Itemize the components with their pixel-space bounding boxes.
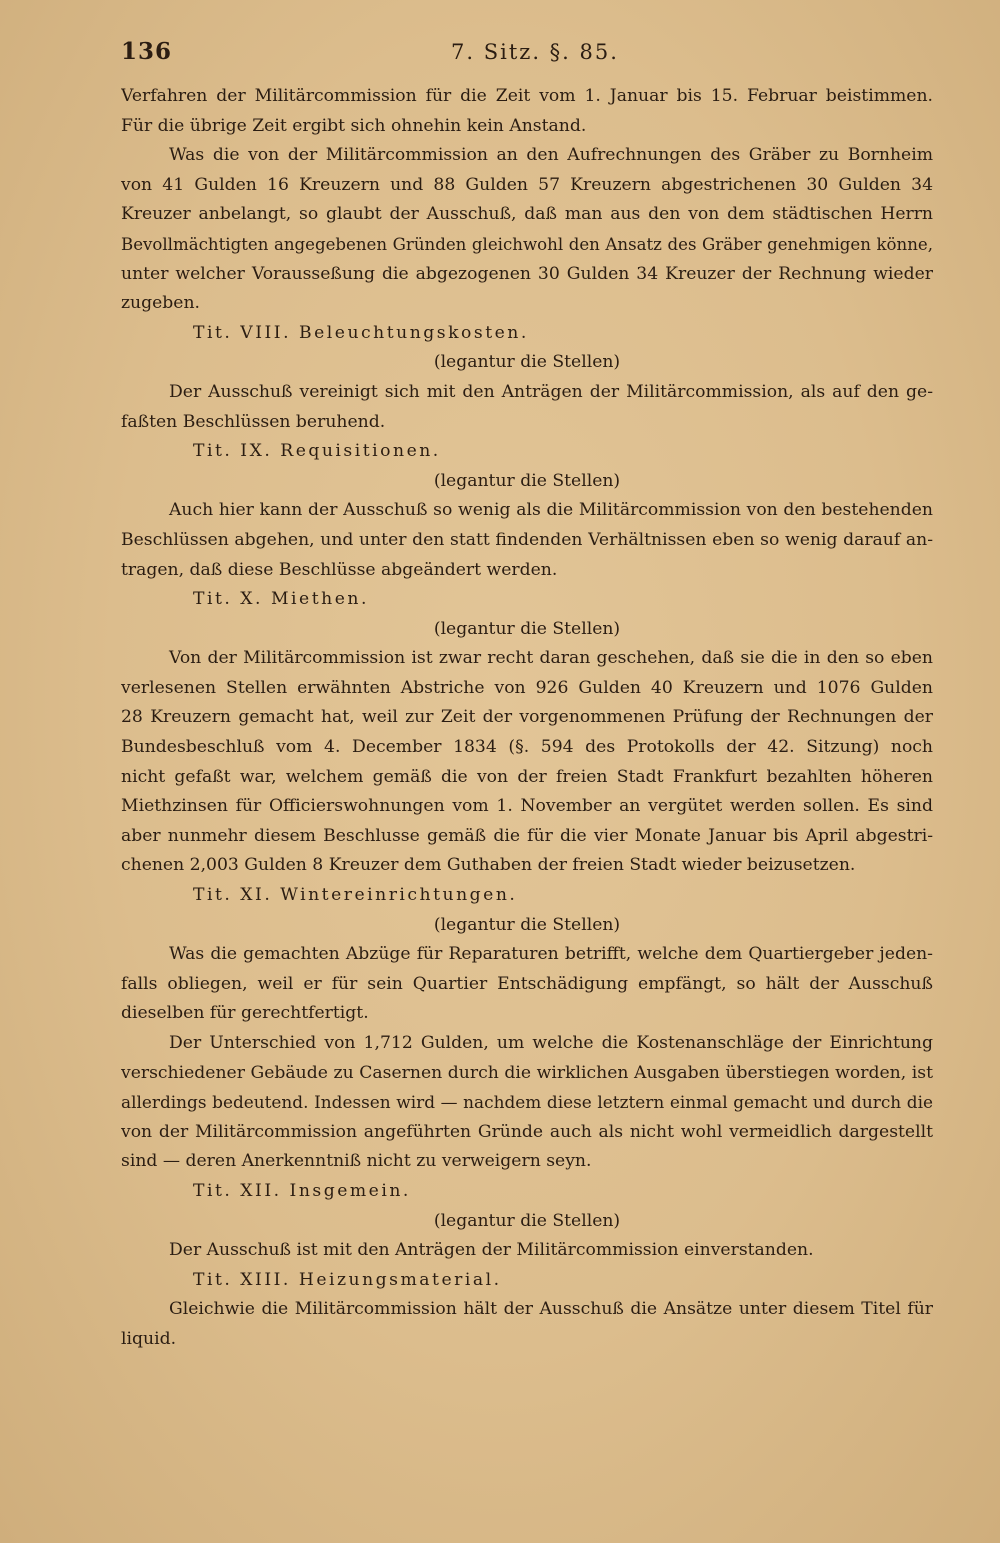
text-line: verlesenen Stellen erwähnten Abstriche von 926 Gulden 40 Kreuzern und 1076 Gulden (121, 677, 933, 698)
text-line: Was die gemachten Abzüge für Reparaturen betrifft, welche dem Quartiergeber jeden- (169, 944, 933, 965)
section-heading: Tit. XIII. Heizungsmaterial. (193, 1269, 502, 1290)
section-heading: Tit. VIII. Beleuchtungskosten. (193, 322, 529, 343)
text-line: von 41 Gulden 16 Kreuzern und 88 Gulden 57 Kreuzern abgestrichenen 30 Gulden 34 (121, 174, 933, 195)
body-text (121, 82, 933, 1355)
legantur-note: (legantur die Stellen) (433, 470, 621, 491)
text-line: Für die übrige Zeit ergibt sich ohnehin kein Anstand. (121, 115, 587, 136)
text-line: Der Ausschuß ist mit den Anträgen der Militärcommission einverstanden. (169, 1240, 814, 1261)
text-line: zugeben. (121, 293, 201, 314)
text-line: nicht gefaßt war, welchem gemäß die von der freien Stadt Frankfurt bezahlten höheren (121, 766, 933, 787)
section-heading: Tit. XI. Wintereinrichtungen. (193, 885, 518, 906)
text-line: sind — deren Anerkenntniß nicht zu verweigern seyn. (121, 1151, 592, 1172)
text-line: Bundesbeschluß vom 4. December 1834 (§. 594 des Protokolls der 42. Sitzung) noch (121, 737, 933, 758)
legantur-note: (legantur die Stellen) (433, 914, 621, 935)
text-line: von der Militärcommission angeführten Gründe auch als nicht wohl vermeidlich dargestellt (121, 1121, 933, 1142)
text-line: Verfahren der Militärcommission für die Zeit vom 1. Januar bis 15. Februar beistimmen. (121, 86, 933, 106)
text-line: Der Unterschied von 1,712 Gulden, um welche die Kostenanschläge der Einrichtung (169, 1033, 933, 1053)
text-line: unter welcher Vorausseßung die abgezogenen 30 Gulden 34 Kreuzer der Rechnung wieder (121, 263, 933, 284)
text-line: Gleichwie die Militärcommission hält der Ausschuß die Ansätze unter diesem Titel für (169, 1299, 933, 1320)
text-line: Von der Militärcommission ist zwar recht daran geschehen, daß sie die in den so eben (169, 648, 933, 669)
text-line: Was die von der Militärcommission an den Aufrechnungen des Gräber zu Bornheim (169, 145, 933, 166)
page-header (121, 38, 930, 78)
text-line: dieselben für gerechtfertigt. (121, 1003, 369, 1024)
page-number: 136 (121, 38, 173, 65)
section-heading: Tit. XII. Insgemein. (193, 1180, 411, 1201)
text-line: liquid. (121, 1328, 177, 1349)
text-line: falls obliegen, weil er für sein Quartier Entschädigung empfängt, so hält der Ausschuß (121, 973, 933, 994)
legantur-note: (legantur die Stellen) (433, 1210, 621, 1231)
text-line: aber nunmehr diesem Beschlusse gemäß die für die vier Monate Januar bis April abgestri- (121, 825, 933, 846)
text-line: Bevollmächtigten angegebenen Gründen gleichwohl den Ansatz des Gräber genehmigen könne, (121, 234, 933, 254)
text-line: Kreuzer anbelangt, so glaubt der Ausschuß, daß man aus den von dem städtischen Herrn (121, 204, 933, 225)
text-line: Auch hier kann der Ausschuß so wenig als die Militärcommission von den bestehenden (169, 500, 933, 521)
text-line: Beschlüssen abgehen, und unter den statt findenden Verhältnissen eben so wenig darauf an- (121, 529, 933, 550)
text-line: verschiedener Gebäude zu Casernen durch die wirklichen Ausgaben überstiegen worden, ist (121, 1062, 933, 1083)
section-heading: Tit. X. Miethen. (193, 589, 369, 610)
text-line: allerdings bedeutend. Indessen wird — nachdem diese letztern einmal gemacht und durch die (121, 1092, 933, 1113)
text-line: faßten Beschlüssen beruhend. (121, 411, 386, 432)
running-head: 7. Sitz. §. 85. (451, 40, 619, 64)
text-line: 28 Kreuzern gemacht hat, weil zur Zeit der vorgenommenen Prüfung der Rechnungen der (121, 707, 933, 728)
legantur-note: (legantur die Stellen) (433, 618, 621, 639)
text-line: tragen, daß diese Beschlüsse abgeändert werden. (121, 559, 558, 580)
text-line: Der Ausschuß vereinigt sich mit den Anträgen der Militärcommission, als auf den ge- (169, 381, 933, 402)
legantur-note: (legantur die Stellen) (433, 352, 621, 373)
text-line: Miethzinsen für Officierswohnungen vom 1. November an vergütet werden sollen. Es sind (121, 796, 933, 817)
text-line: chenen 2,003 Gulden 8 Kreuzer dem Guthaben der freien Stadt wieder beizusetzen. (121, 855, 856, 876)
section-heading: Tit. IX. Requisitionen. (193, 441, 441, 462)
